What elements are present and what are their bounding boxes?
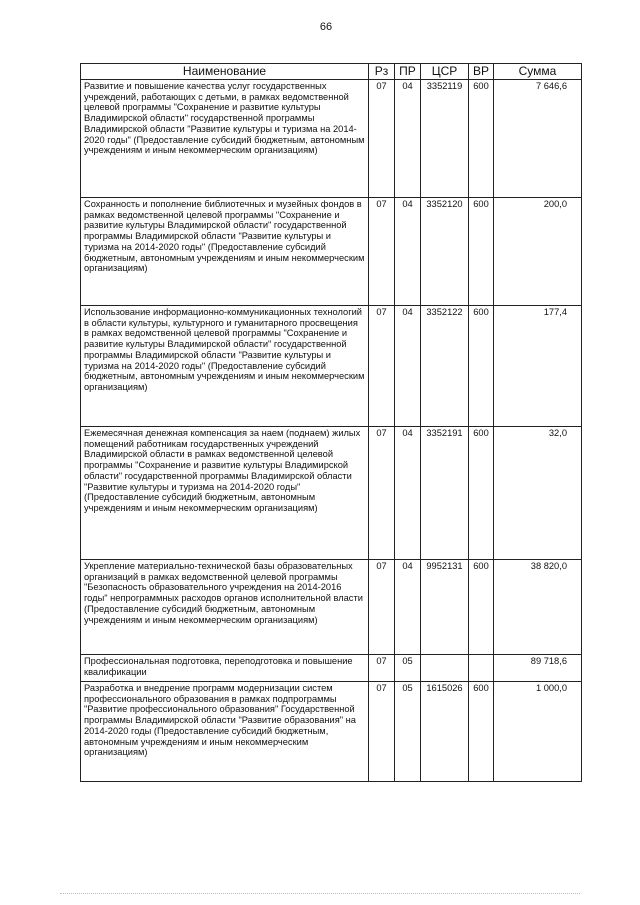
- column-header-pr: ПР: [395, 64, 421, 80]
- row-vr: 600: [469, 427, 494, 560]
- row-pr: 04: [395, 306, 421, 427]
- row-vr: 600: [469, 560, 494, 655]
- row-rz: 07: [369, 427, 395, 560]
- budget-table: [80, 63, 582, 782]
- row-pr: 04: [395, 560, 421, 655]
- row-csr: 3352120: [421, 198, 469, 306]
- row-rz: 07: [369, 682, 395, 782]
- row-name: Использование информационно-коммуникационных технологий в области культуры, культурного и гуманитарного просвещения в рамках ведомственной целевой программы "Сохранение и развитие культуры Владимирской области" государственной программы Владимирской области "Развитие культуры и туризма на 2014-2020 годы" (Предоставление субсидий бюджетным, автономным учреждениям и иным некоммерческим организациям): [81, 306, 369, 427]
- row-rz: 07: [369, 80, 395, 198]
- table-row: [81, 682, 582, 782]
- row-rz: 07: [369, 198, 395, 306]
- row-pr: 04: [395, 198, 421, 306]
- row-vr: 600: [469, 80, 494, 198]
- scan-edge-line: [60, 893, 580, 895]
- table-row: [81, 427, 582, 560]
- row-csr: 3352119: [421, 80, 469, 198]
- row-vr: 600: [469, 306, 494, 427]
- row-sum: 177,4: [494, 306, 582, 427]
- row-name: Развитие и повышение качества услуг государственных учреждений, работающих с детьми, в рамках ведомственной целевой программы "Сохранение и развитие культуры Владимирской области" государственной программы Владимирской области "Развитие культуры и туризма на 2014-2020 годы" (Предоставление субсидий бюджетным, автономным учреждениям и иным некоммерческим организациям): [81, 80, 369, 198]
- row-name: Сохранность и пополнение библиотечных и музейных фондов в рамках ведомственной целевой программы "Сохранение и развитие культуры Владимирской области" государственной программы Владимирской области "Развитие культуры и туризма на 2014-2020 годы" (Предоставление субсидий бюджетным, автономным учреждениям и иным некоммерческим организациям): [81, 198, 369, 306]
- row-name: Укрепление материально-технической базы образовательных организаций в рамках ведомственной целевой программы "Безопасность образовательного учреждения на 2014-2016 годы" непрограммных расходов органов исполнительной власти (Предоставление субсидий бюджетным, автономным учреждениям и иным некоммерческим организациям): [81, 560, 369, 655]
- table-row: [81, 198, 582, 306]
- column-header-vr: ВР: [469, 64, 494, 80]
- row-csr: 3352191: [421, 427, 469, 560]
- row-vr: [469, 655, 494, 682]
- row-csr: 9952131: [421, 560, 469, 655]
- table-row: [81, 655, 582, 682]
- column-header-name: Наименование: [81, 64, 369, 80]
- row-csr: 3352122: [421, 306, 469, 427]
- column-header-rz: Рз: [369, 64, 395, 80]
- row-csr: [421, 655, 469, 682]
- row-sum: 200,0: [494, 198, 582, 306]
- column-header-csr: ЦСР: [421, 64, 469, 80]
- row-pr: 05: [395, 682, 421, 782]
- table-header-row: [81, 64, 582, 80]
- row-sum: 38 820,0: [494, 560, 582, 655]
- table-row: [81, 560, 582, 655]
- row-pr: 05: [395, 655, 421, 682]
- row-rz: 07: [369, 306, 395, 427]
- row-csr: 1615026: [421, 682, 469, 782]
- row-pr: 04: [395, 80, 421, 198]
- page-number: 66: [319, 21, 333, 33]
- row-sum: 32,0: [494, 427, 582, 560]
- row-sum: 1 000,0: [494, 682, 582, 782]
- table-row: [81, 80, 582, 198]
- row-rz: 07: [369, 560, 395, 655]
- row-sum: 89 718,6: [494, 655, 582, 682]
- table-row: [81, 306, 582, 427]
- row-name: Профессиональная подготовка, переподготовка и повышение квалификации: [81, 655, 369, 682]
- row-name: Ежемесячная денежная компенсация за наем (поднаем) жилых помещений работникам государственных учреждений Владимирской области в рамках ведомственной целевой программы "Сохранение и развитие культуры Владимирской области" государственной программы Владимирской области "Развитие культуры и туризма на 2014-2020 годы" (Предоставление субсидий бюджетным, автономным учреждениям и иным некоммерческим организациям): [81, 427, 369, 560]
- row-vr: 600: [469, 682, 494, 782]
- row-rz: 07: [369, 655, 395, 682]
- row-name: Разработка и внедрение программ модернизации систем профессионального образования в рамках подпрограммы "Развитие профессионального образования" Государственной программы Владимирской области "Развитие образования" на 2014-2020 годы (Предоставление субсидий бюджетным, автономным учреждениям и иным некоммерческим организациям): [81, 682, 369, 782]
- row-vr: 600: [469, 198, 494, 306]
- row-sum: 7 646,6: [494, 80, 582, 198]
- column-header-sum: Сумма: [494, 64, 582, 80]
- row-pr: 04: [395, 427, 421, 560]
